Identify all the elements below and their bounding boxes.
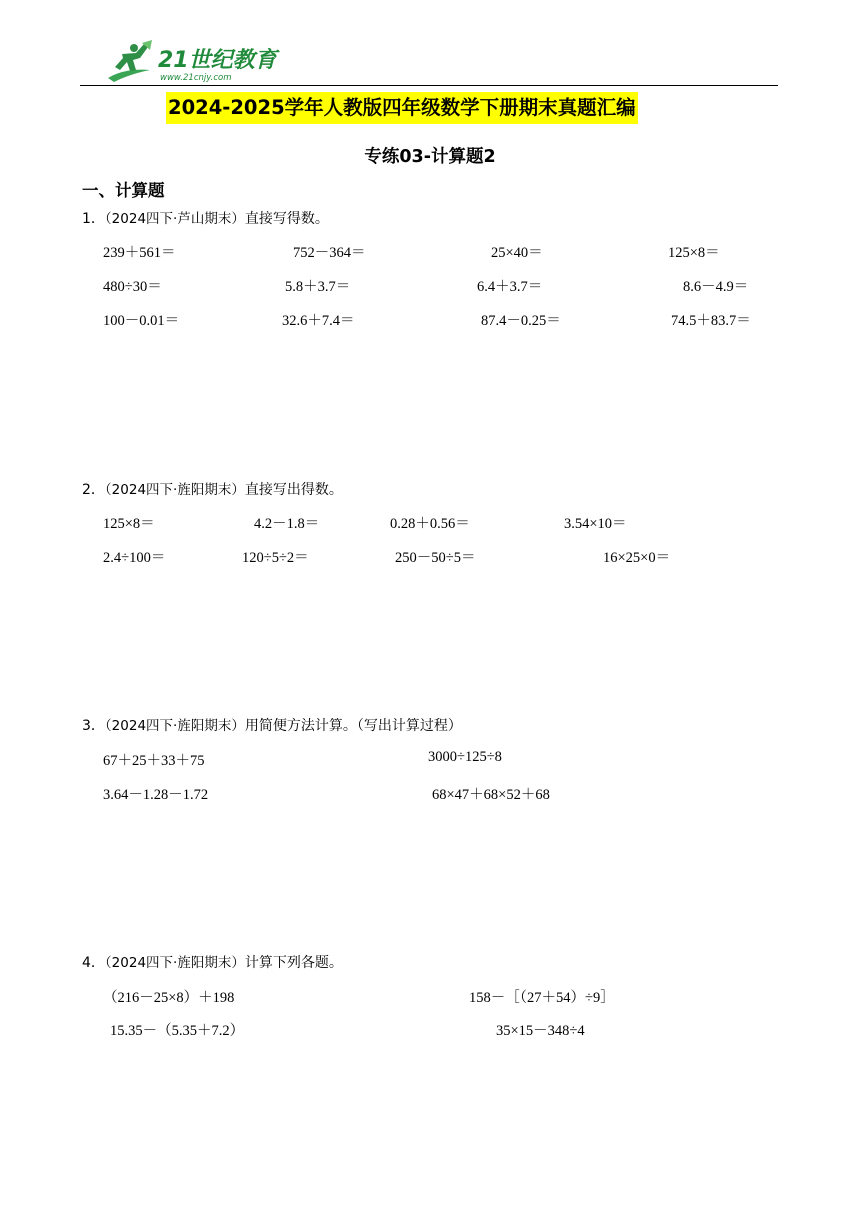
- expression: 0.28＋0.56＝: [390, 516, 470, 532]
- expression: 120÷5÷2＝: [242, 550, 309, 566]
- document-subtitle: 专练03-计算题2: [364, 147, 496, 167]
- question-number: 4．: [82, 955, 105, 971]
- expression: （216－25×8）＋198: [103, 990, 235, 1006]
- expression: 15.35－（5.35＋7.2）: [110, 1023, 245, 1039]
- expression: 8.6－4.9＝: [683, 279, 749, 295]
- expression: 74.5＋83.7＝: [671, 313, 751, 329]
- question-prompt: 直接写出得数。: [244, 482, 343, 498]
- expression: 3.64－1.28－1.72: [103, 787, 209, 803]
- document-title: 2024-2025学年人教版四年级数学下册期末真题汇编: [166, 92, 638, 124]
- expression: 3.54×10＝: [564, 516, 627, 532]
- question-4-header: [82, 951, 343, 972]
- expression: 25×40＝: [491, 245, 543, 261]
- expression: 35×15－348÷4: [496, 1023, 585, 1039]
- expression: 125×8＝: [668, 245, 720, 261]
- expression: 16×25×0＝: [603, 550, 671, 566]
- question-1-header: [82, 207, 329, 228]
- question-source: （2024四下·旌阳期末）: [104, 955, 245, 971]
- question-source: （2024四下·旌阳期末）: [104, 482, 245, 498]
- expression: 250－50÷5＝: [395, 550, 476, 566]
- expression: 158－［（27＋54）÷9］: [469, 990, 615, 1006]
- question-prompt: 计算下列各题。: [244, 955, 343, 971]
- expression: 480÷30＝: [103, 279, 162, 295]
- expression: 100－0.01＝: [103, 313, 180, 329]
- header-logo: [100, 40, 280, 86]
- question-number: 2．: [82, 482, 105, 498]
- expression: 239＋561＝: [103, 245, 176, 261]
- expression: 2.4÷100＝: [103, 550, 166, 566]
- expression: 32.6＋7.4＝: [282, 313, 355, 329]
- logo-text: 21世纪教育: [158, 48, 277, 73]
- question-number: 3．: [82, 718, 105, 734]
- question-3-header: [82, 714, 462, 735]
- expression: 125×8＝: [103, 516, 155, 532]
- expression: 3000÷125÷8: [428, 749, 502, 765]
- question-source: （2024四下·旌阳期末）: [104, 718, 245, 734]
- question-2-header: [82, 478, 343, 499]
- logo-url: www.21cnjy.com: [160, 73, 232, 83]
- expression: 752－364＝: [293, 245, 366, 261]
- expression: 4.2－1.8＝: [254, 516, 320, 532]
- expression: 5.8＋3.7＝: [285, 279, 351, 295]
- runner-logo-icon: [100, 40, 280, 86]
- section-heading: 一、计算题: [82, 181, 165, 200]
- expression: 87.4－0.25＝: [481, 313, 561, 329]
- expression: 6.4＋3.7＝: [477, 279, 543, 295]
- question-source: （2024四下·芦山期末）: [104, 211, 245, 227]
- question-prompt: 直接写得数。: [244, 211, 329, 227]
- expression: 67＋25＋33＋75: [103, 753, 205, 769]
- question-number: 1．: [82, 211, 105, 227]
- question-prompt: 用简便方法计算。（写出计算过程）: [244, 718, 462, 734]
- header-divider: [80, 85, 778, 86]
- expression: 68×47＋68×52＋68: [432, 787, 550, 803]
